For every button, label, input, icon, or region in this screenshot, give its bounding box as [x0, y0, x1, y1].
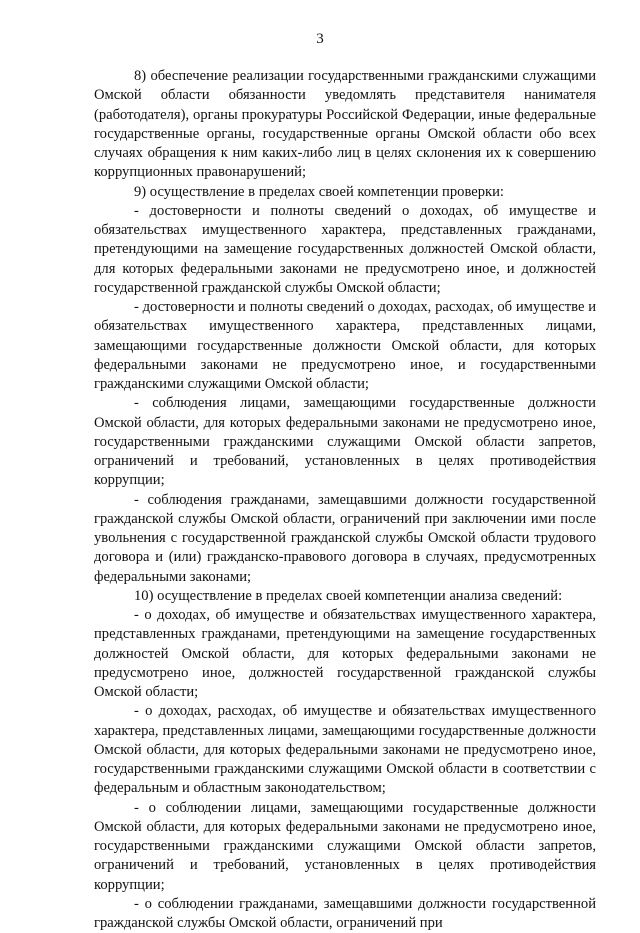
paragraph-10-item-1: - о доходах, об имуществе и обязательствах имущественного характера, представленных гражданами, претендующими на замещение государственных должностей Омской области, для которых федеральными законами не предусмотрено иное, должностей государственной гражданской службы Омской области;	[94, 607, 596, 700]
paragraph-9-item-1: - достоверности и полноты сведений о доходах, об имуществе и обязательствах имущественного характера, представленных гражданами, претендующими на замещение государственных должностей Омской области, для которых федеральными законами не предусмотрено иное, и должностей государственной гражданской службы Омской области;	[94, 202, 596, 296]
paragraph-9: 9) осуществление в пределах своей компетенции проверки:	[134, 183, 504, 200]
paragraph-9-item-2: - достоверности и полноты сведений о доходах, расходах, об имуществе и обязательствах имущественного характера, представленных лицами, замещающими государственные должности Омской области, для которых федеральными законами не предусмотрено иное, и государственными гражданскими служащими Омской области;	[94, 299, 596, 392]
page-number: 3	[316, 31, 324, 47]
paragraph-10: 10) осуществление в пределах своей компетенции анализа сведений:	[134, 587, 563, 604]
paragraph-10-item-2: - о доходах, расходах, об имуществе и обязательствах имущественного характера, представленных лицами, замещающими государственные должности Омской области, для которых федеральными законами не предусмотрено иное, государственными гражданскими служащими Омской области в соответствии с федеральным и областным законодательством;	[94, 703, 596, 797]
paragraph-10-item-3: - о соблюдении лицами, замещающими государственные должности Омской области, для которых федеральными законами не предусмотрено иное, государственными гражданскими служащими Омской области запретов, ограничений и требований, установленных в целях противодействия коррупции;	[94, 799, 596, 893]
paragraph-8: 8) обеспечение реализации государственными гражданскими служащими Омской области обязанности уведомлять представителя нанимателя (работодателя), органы прокуратуры Российской Федерации, иные федеральные государственные органы, государственные органы Омской области обо всех случаях обращения к ним каких-либо лиц в целях склонения их к совершению коррупционных правонарушений;	[94, 68, 596, 181]
paragraph-9-item-3: - соблюдения лицами, замещающими государственные должности Омской области, для которых федеральными законами не предусмотрено иное, государственными гражданскими служащими Омской области запретов, ограничений и требований, установленных в целях противодействия коррупции;	[94, 395, 596, 489]
document-body	[94, 67, 596, 933]
paragraph-10-item-4: - о соблюдении гражданами, замещавшими должности государственной гражданской службы Омской области, ограничений при	[94, 895, 596, 931]
paragraph-9-item-4: - соблюдения гражданами, замещавшими должности государственной гражданской службы Омской области, ограничений при заключении ими после увольнения с государственной гражданской службы Омской области трудового договора и (или) гражданско-правового договора в случаях, предусмотренных федеральными законами;	[94, 491, 596, 585]
